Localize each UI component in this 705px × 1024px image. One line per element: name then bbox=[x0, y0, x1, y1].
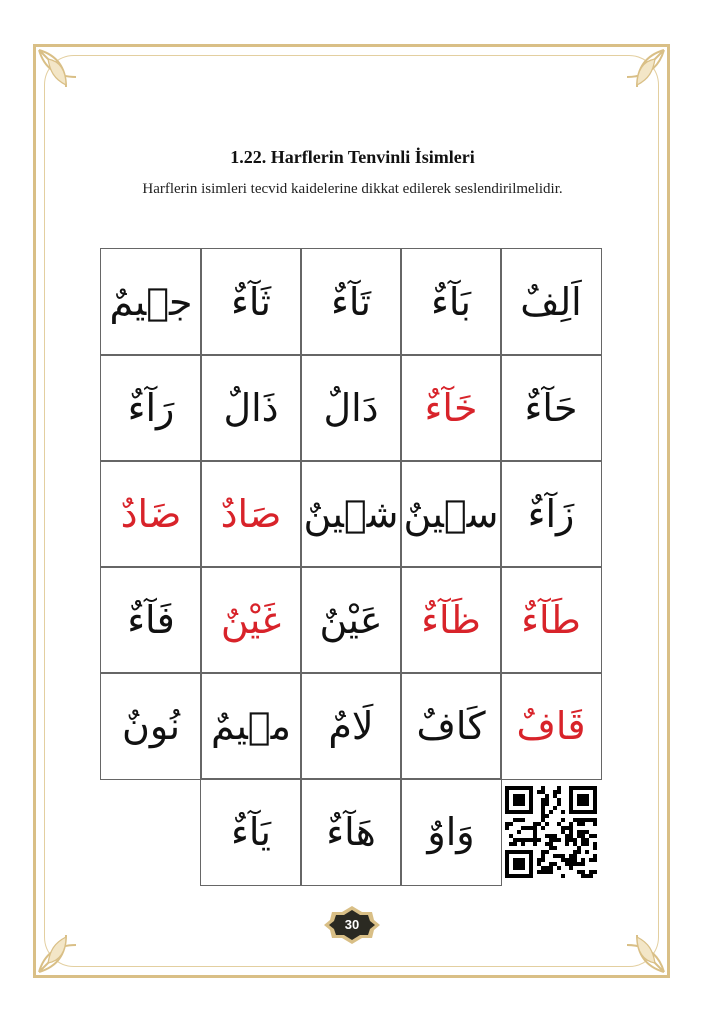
letter-name-cell: قَافٌ bbox=[500, 672, 602, 780]
corner-ornament-icon bbox=[36, 47, 96, 107]
letter-name-cell: شٖينٌ bbox=[300, 460, 402, 568]
letter-name-cell: سٖينٌ bbox=[400, 460, 502, 568]
letter-name-cell: اَلِفٌ bbox=[500, 248, 602, 356]
page-number-badge bbox=[322, 904, 382, 946]
empty-cell bbox=[100, 778, 202, 886]
letter-name-cell: مٖيمٌ bbox=[200, 672, 302, 780]
letter-name-cell: دَالٌ bbox=[300, 354, 402, 462]
letter-name-cell: فَآءٌ bbox=[100, 566, 202, 674]
page-subtitle: Harflerin isimleri tecvid kaidelerine dikkat edilerek seslendirilmelidir. bbox=[142, 181, 563, 197]
letter-name-cell: تَآءٌ bbox=[300, 248, 402, 356]
corner-ornament-icon bbox=[36, 915, 96, 975]
letter-name-cell: كَافٌ bbox=[400, 672, 502, 780]
letter-name-cell: نُونٌ bbox=[100, 672, 202, 780]
letter-name-cell: جٖيمٌ bbox=[100, 248, 202, 356]
letter-name-cell: ثَآءٌ bbox=[200, 248, 302, 356]
letter-name-cell: بَآءٌ bbox=[400, 248, 502, 356]
page-number: 30 bbox=[344, 917, 360, 932]
letter-names-grid bbox=[101, 249, 601, 885]
corner-ornament-icon bbox=[607, 915, 667, 975]
letter-name-cell: يَآءٌ bbox=[200, 778, 302, 886]
letter-name-cell: رَآءٌ bbox=[100, 354, 202, 462]
page-title: 1.22. Harflerin Tenvinli İsimleri bbox=[230, 147, 475, 167]
letter-name-cell: ضَادٌ bbox=[100, 460, 202, 568]
qr-code-icon bbox=[501, 779, 601, 885]
letter-name-cell: وَاوٌ bbox=[400, 778, 502, 886]
letter-name-cell: ذَالٌ bbox=[200, 354, 302, 462]
letter-name-cell: صَادٌ bbox=[200, 460, 302, 568]
letter-name-cell: غَيْنٌ bbox=[200, 566, 302, 674]
letter-name-cell: لَامٌ bbox=[300, 672, 402, 780]
letter-name-cell: خَآءٌ bbox=[400, 354, 502, 462]
letter-name-cell: حَآءٌ bbox=[500, 354, 602, 462]
letter-name-cell: عَيْنٌ bbox=[300, 566, 402, 674]
letter-name-cell: ظَآءٌ bbox=[400, 566, 502, 674]
corner-ornament-icon bbox=[607, 47, 667, 107]
letter-name-cell: زَآءٌ bbox=[500, 460, 602, 568]
letter-name-cell: طَآءٌ bbox=[500, 566, 602, 674]
letter-name-cell: هَآءٌ bbox=[300, 778, 402, 886]
